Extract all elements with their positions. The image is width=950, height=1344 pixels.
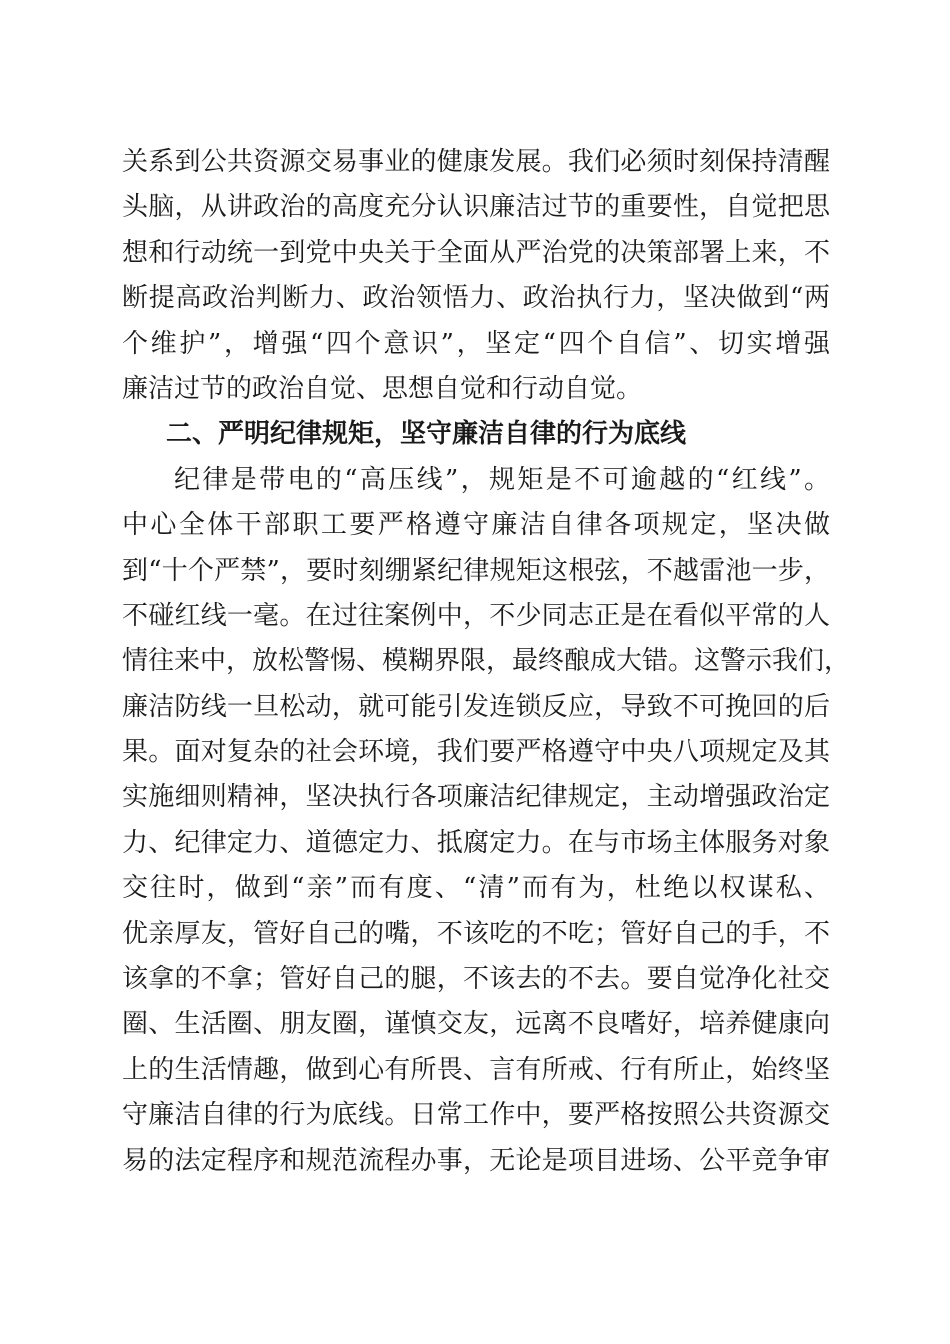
paragraph-line: 中心全体干部职工要严格遵守廉洁自律各项规定，坚决做 xyxy=(122,510,830,541)
paragraph-line: 优亲厚友，管好自己的嘴，不该吃的不吃；管好自己的手，不 xyxy=(122,918,830,949)
paragraph-line: 纪律是带电的“高压线”，规矩是不可逾越的“红线”。 xyxy=(174,464,830,495)
paragraph-line: 交往时，做到“亲”而有度、“清”而有为，杜绝以权谋私、 xyxy=(122,873,830,904)
paragraph-line: 上的生活情趣，做到心有所畏、言有所戒、行有所止，始终坚 xyxy=(122,1054,830,1085)
paragraph-line: 圈、生活圈、朋友圈，谨慎交友，远离不良嗜好，培养健康向 xyxy=(122,1009,830,1040)
paragraph-line: 实施细则精神，坚决执行各项廉洁纪律规定，主动增强政治定 xyxy=(122,782,830,813)
paragraph-line: 想和行动统一到党中央关于全面从严治党的决策部署上来，不 xyxy=(122,237,830,268)
paragraph-line: 不碰红线一毫。在过往案例中，不少同志正是在看似平常的人 xyxy=(122,600,830,631)
document-body xyxy=(122,140,851,1184)
paragraph-line: 果。面对复杂的社会环境，我们要严格遵守中央八项规定及其 xyxy=(122,737,830,768)
paragraph-line: 廉洁过节的政治自觉、思想自觉和行动自觉。 xyxy=(122,373,643,404)
section-heading: 二、严明纪律规矩，坚守廉洁自律的行为底线 xyxy=(166,419,687,450)
paragraph-line: 关系到公共资源交易事业的健康发展。我们必须时刻保持清醒 xyxy=(122,147,830,177)
paragraph-line: 头脑，从讲政治的高度充分认识廉洁过节的重要性，自觉把思 xyxy=(122,192,830,223)
paragraph-line: 个维护”，增强“四个意识”，坚定“四个自信”、切实增强 xyxy=(122,328,830,359)
paragraph-line: 该拿的不拿；管好自己的腿，不该去的不去。要自觉净化社交 xyxy=(122,964,830,995)
paragraph-line: 断提高政治判断力、政治领悟力、政治执行力，坚决做到“两 xyxy=(122,283,830,314)
paragraph-line: 守廉洁自律的行为底线。日常工作中，要严格按照公共资源交 xyxy=(122,1100,830,1131)
paragraph-line: 力、纪律定力、道德定力、抵腐定力。在与市场主体服务对象 xyxy=(122,827,830,858)
paragraph-line: 情往来中，放松警惕、模糊界限，最终酿成大错。这警示我们， xyxy=(122,646,851,677)
paragraph-line: 易的法定程序和规范流程办事，无论是项目进场、公平竞争审 xyxy=(122,1145,830,1176)
paragraph-line: 廉洁防线一旦松动，就可能引发连锁反应，导致不可挽回的后 xyxy=(122,691,830,722)
paragraph-line: 到“十个严禁”，要时刻绷紧纪律规矩这根弦，不越雷池一步， xyxy=(122,555,830,586)
